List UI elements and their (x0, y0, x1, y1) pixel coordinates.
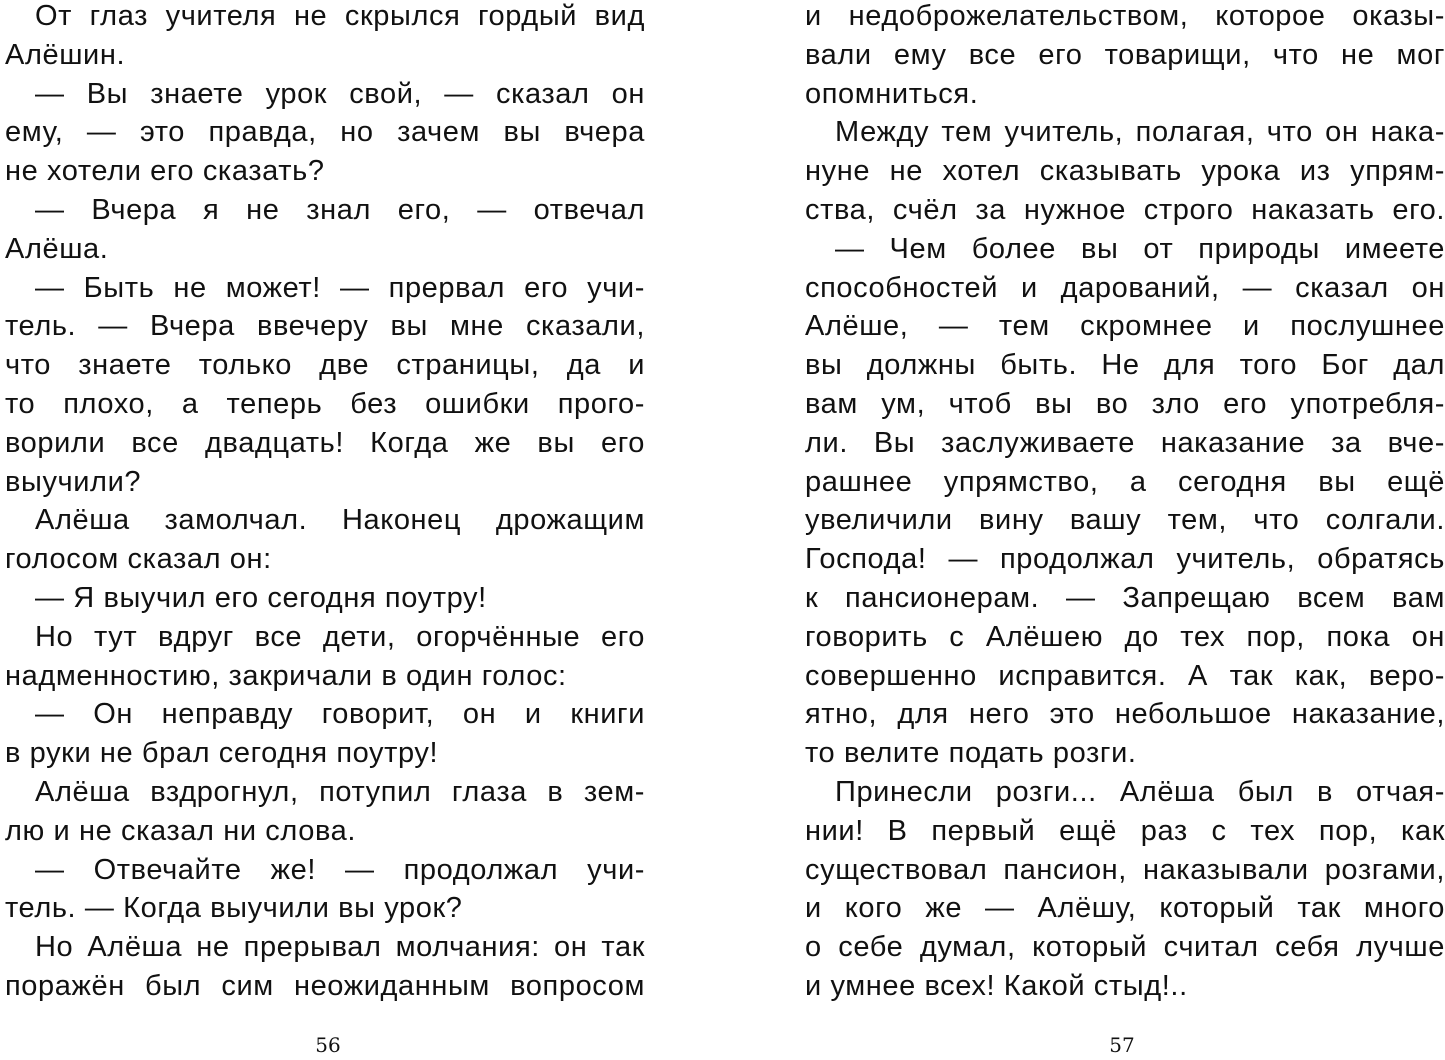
text-line: увеличили вину вашу тем, что солгали. (805, 504, 1445, 537)
page-number-left: 56 (315, 1033, 341, 1057)
text-line: говорить с Алёшею до тех пор, пока он (805, 620, 1445, 653)
right-page-text (805, 0, 1445, 1006)
text-line: нуне не хотел сказывать урока из упрям- (805, 155, 1445, 188)
text-line: — Вчера я не знал его, — отвечал (35, 193, 645, 226)
text-line: и умнее всех! Какой стыд!.. (805, 969, 1188, 1002)
text-line: вы должны быть. Не для того Бог дал (805, 349, 1445, 382)
text-line: ли. Вы заслуживаете наказание за вче- (805, 426, 1445, 459)
text-line: ятно, для него это небольшое наказание, (805, 698, 1445, 731)
text-line: — Быть не может! — прервал его учи- (35, 271, 645, 304)
text-line: ему, — это правда, но зачем вы вчера (5, 116, 645, 149)
text-line: ворили все двадцать! Когда же вы его (5, 426, 645, 459)
text-line: способностей и дарований, — сказал он (805, 271, 1445, 304)
text-line: ства, счёл за нужное строго наказать его. (805, 193, 1445, 226)
text-line: — Вы знаете урок свой, — сказал он (35, 77, 645, 110)
text-line: Алёша вздрогнул, потупил глаза в зем- (35, 775, 645, 808)
text-line: голосом сказал он: (5, 543, 272, 576)
text-line: в руки не брал сегодня поутру! (5, 737, 439, 770)
text-line: и кого же — Алёшу, который так много (805, 892, 1445, 925)
text-line: тель. — Вчера ввечеру вы мне сказали, (5, 310, 645, 343)
text-line: Господа! — продолжал учитель, обратясь (805, 543, 1445, 576)
text-line: Алёша замолчал. Наконец дрожащим (35, 504, 645, 537)
text-line: существовал пансион, наказывали розгами, (805, 853, 1445, 886)
text-line: о себе думал, который считал себя лучше (805, 931, 1445, 964)
text-line: не хотели его сказать? (5, 155, 325, 188)
text-line: то велите подать розги. (805, 737, 1137, 770)
text-line: выучили? (5, 465, 142, 498)
text-line: рашнее упрямство, а сегодня вы ещё (805, 465, 1445, 498)
text-line: поражён был сим неожиданным вопросом (5, 969, 645, 1002)
text-line: Алёша. (5, 232, 109, 265)
text-line: Принесли розги... Алёша был в отчая- (835, 775, 1445, 808)
page-number-right: 57 (1109, 1033, 1135, 1057)
text-line: нии! В первый ещё раз с тех пор, как (805, 814, 1445, 847)
text-line: то плохо, а теперь без ошибки прого- (5, 387, 645, 420)
text-line: и недоброжелательством, которое оказы- (805, 0, 1445, 32)
text-line: вам ум, чтоб вы во зло его употребля- (805, 387, 1445, 420)
text-line: Между тем учитель, полагая, что он нака- (835, 116, 1445, 149)
text-line: Алёше, — тем скромнее и послушнее (805, 310, 1445, 343)
text-line: лю и не сказал ни слова. (5, 814, 357, 847)
text-line: — Чем более вы от природы имеете (835, 232, 1445, 265)
text-line: тель. — Когда выучили вы урок? (5, 892, 463, 925)
text-line: — Отвечайте же! — продолжал учи- (35, 853, 645, 886)
text-line: к пансионерам. — Запрещаю всем вам (805, 581, 1445, 614)
text-line: что знаете только две страницы, да и (5, 349, 645, 382)
text-line: надменностию, закричали в один голос: (5, 659, 567, 692)
text-line: вали ему все его товарищи, что не мог (805, 38, 1445, 71)
text-line: Но Алёша не прерывал молчания: он так (35, 931, 645, 964)
text-line: — Он неправду говорит, он и книги (35, 698, 645, 731)
text-line: Алёшин. (5, 38, 126, 71)
text-line: совершенно исправится. А так как, веро- (805, 659, 1445, 692)
left-page-text (5, 0, 645, 1006)
text-line: Но тут вдруг все дети, огорчённые его (35, 620, 645, 653)
text-line: От глаз учителя не скрылся гордый вид (35, 0, 645, 32)
text-line: опомниться. (805, 77, 979, 110)
text-line: — Я выучил его сегодня поутру! (35, 581, 487, 614)
